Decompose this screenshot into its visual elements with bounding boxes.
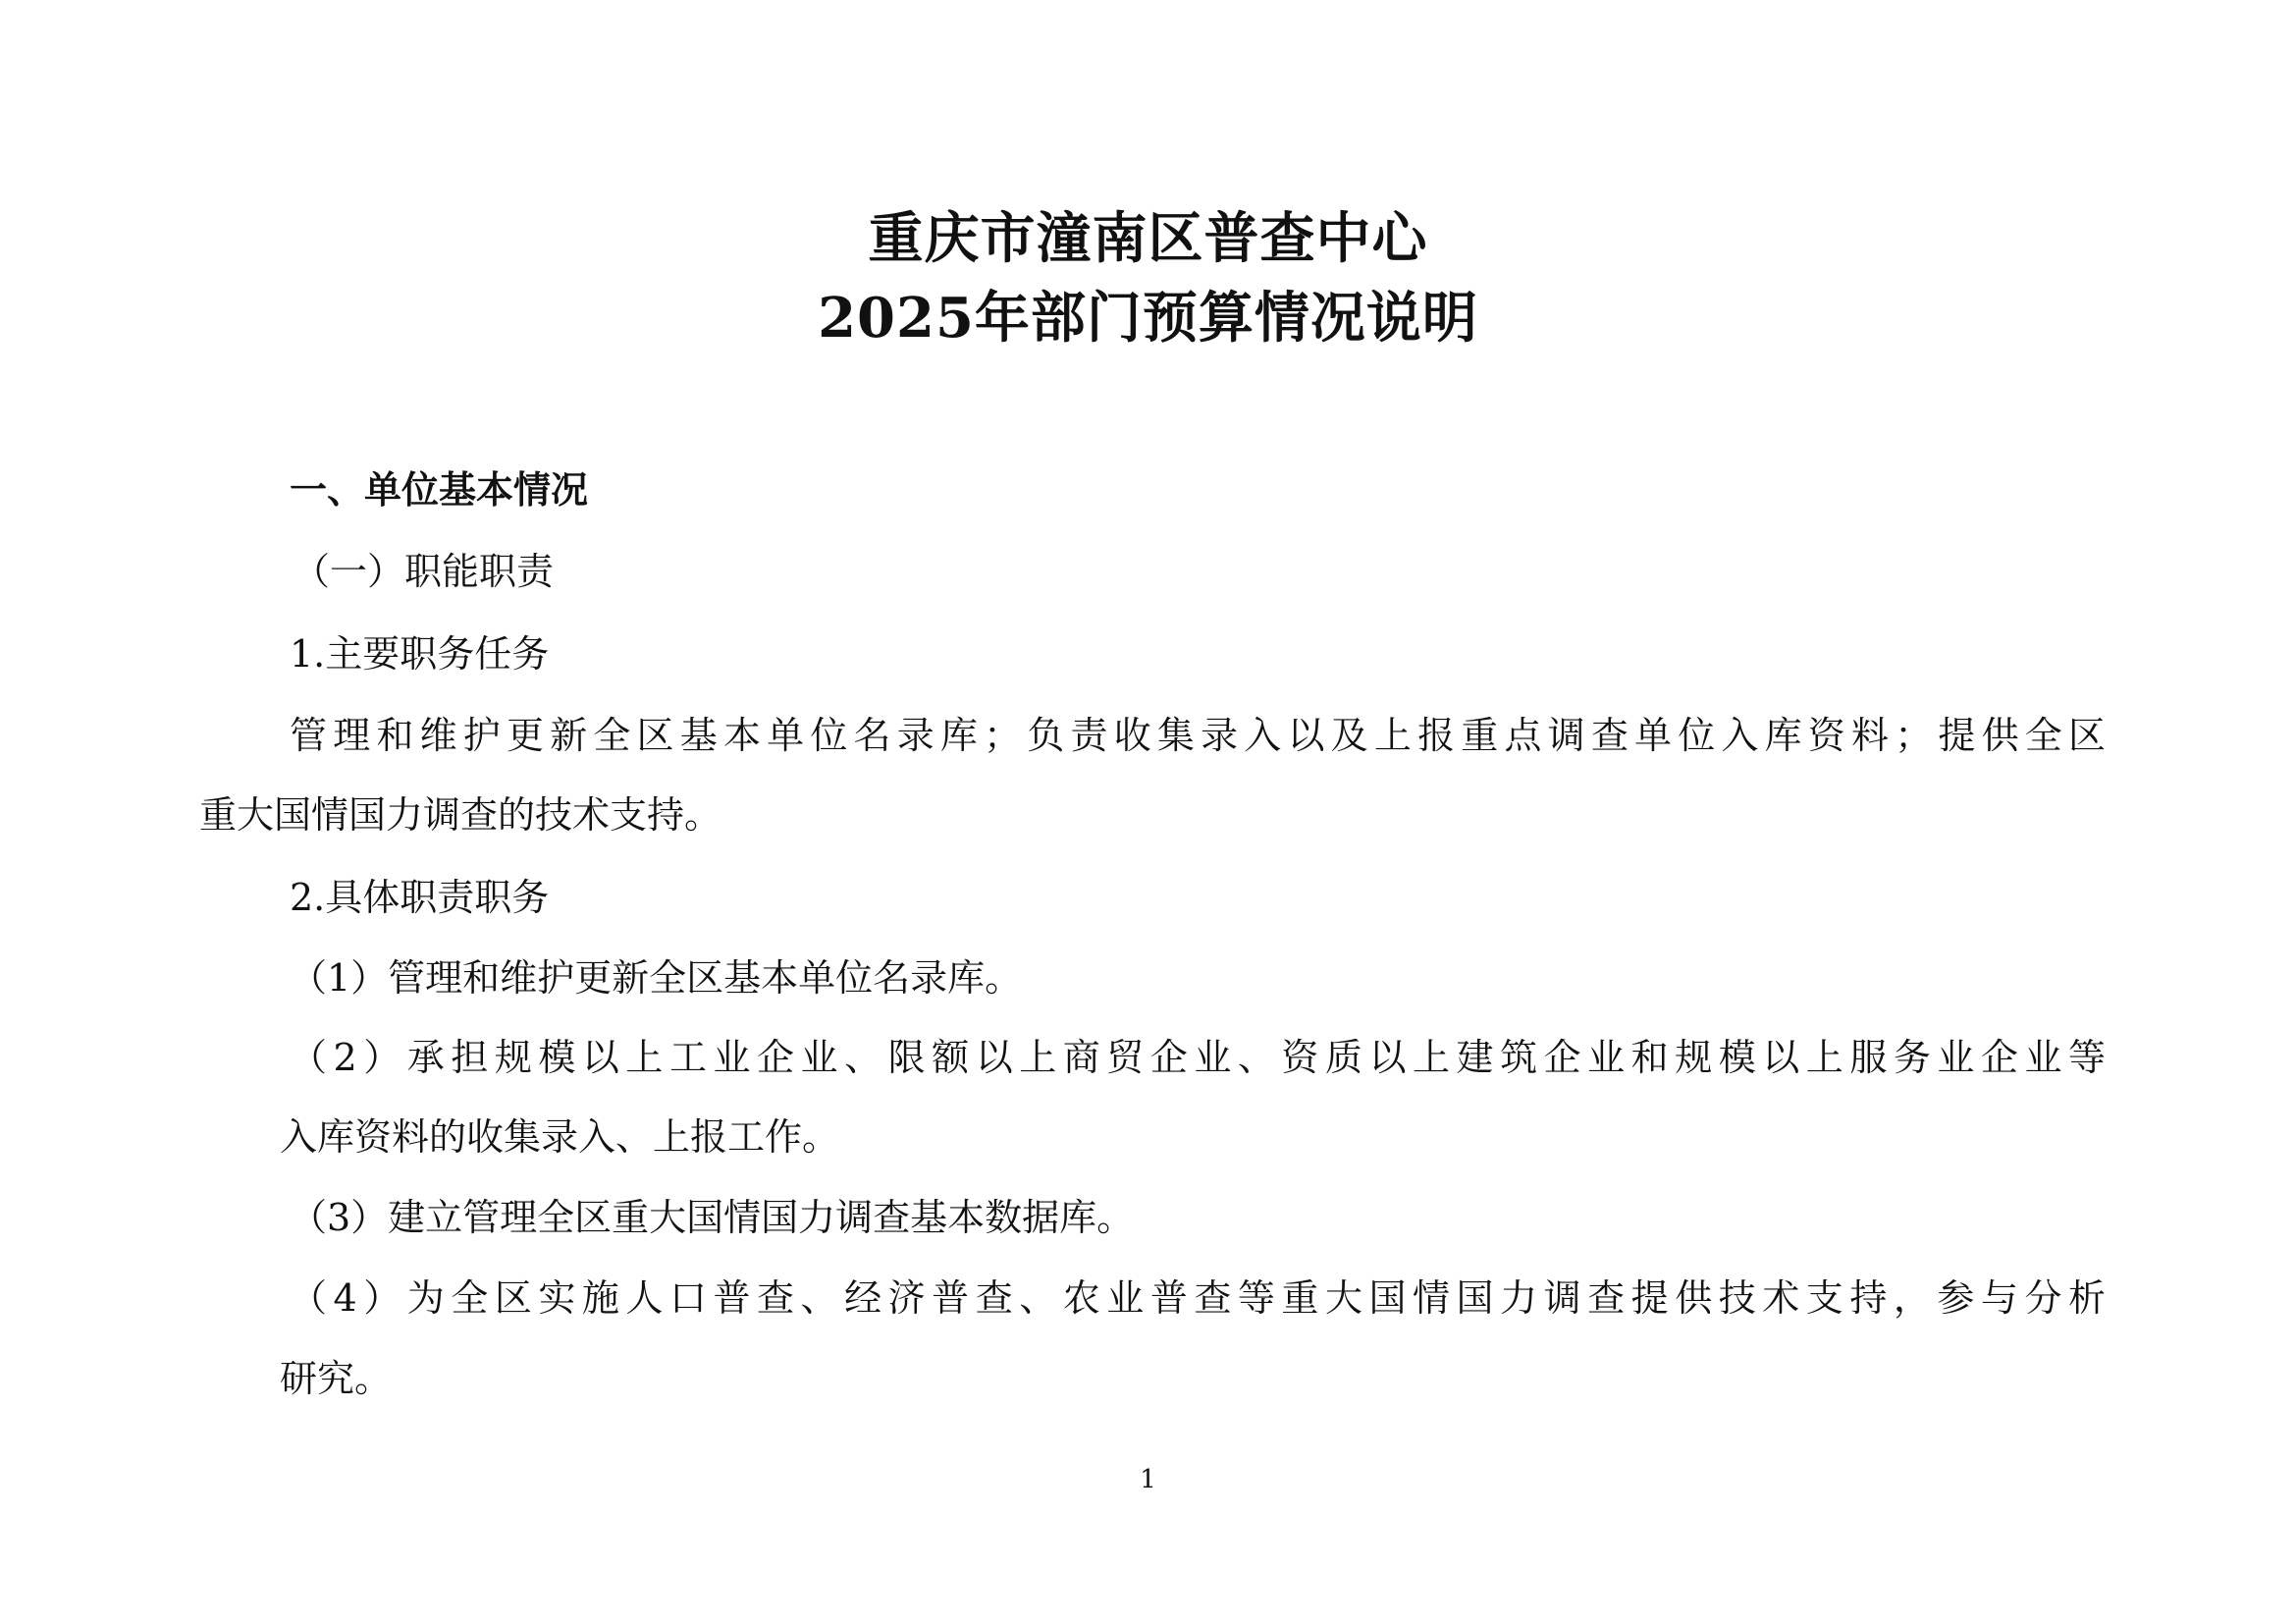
page-number: 1	[1140, 1465, 1156, 1494]
duty-item-3: （3）建立管理全区重大国情国力调查基本数据库。	[290, 1196, 1135, 1239]
document-title-line1: 重庆市潼南区普查中心	[868, 206, 1428, 271]
duty-item-2-line1: （2）承担规模以上工业企业、限额以上商贸企业、资质以上建筑企业和规模以上服务业企业等	[290, 1036, 2106, 1079]
paragraph-main-tasks-line1: 管理和维护更新全区基本单位名录库；负责收集录入以及上报重点调查单位入库资料；提供全区	[290, 714, 2106, 757]
document-title-line2: 2025年部门预算情况说明	[818, 286, 1478, 351]
duty-item-1: （1）管理和维护更新全区基本单位名录库。	[290, 956, 1023, 1000]
item-heading-main-tasks: 1.主要职务任务	[290, 632, 550, 676]
subsection-heading-duties: （一）职能职责	[293, 550, 555, 593]
duty-item-4-line2: 研究。	[280, 1357, 393, 1400]
duty-item-2-line2: 入库资料的收集录入、上报工作。	[280, 1115, 840, 1159]
item-heading-specific-duties: 2.具体职责职务	[290, 876, 550, 919]
section-heading-basic-info: 一、单位基本情况	[290, 468, 589, 512]
paragraph-main-tasks-line2: 重大国情国力调查的技术支持。	[199, 793, 722, 837]
duty-item-4-line1: （4）为全区实施人口普查、经济普查、农业普查等重大国情国力调查提供技术支持，参与分析	[290, 1276, 2106, 1320]
